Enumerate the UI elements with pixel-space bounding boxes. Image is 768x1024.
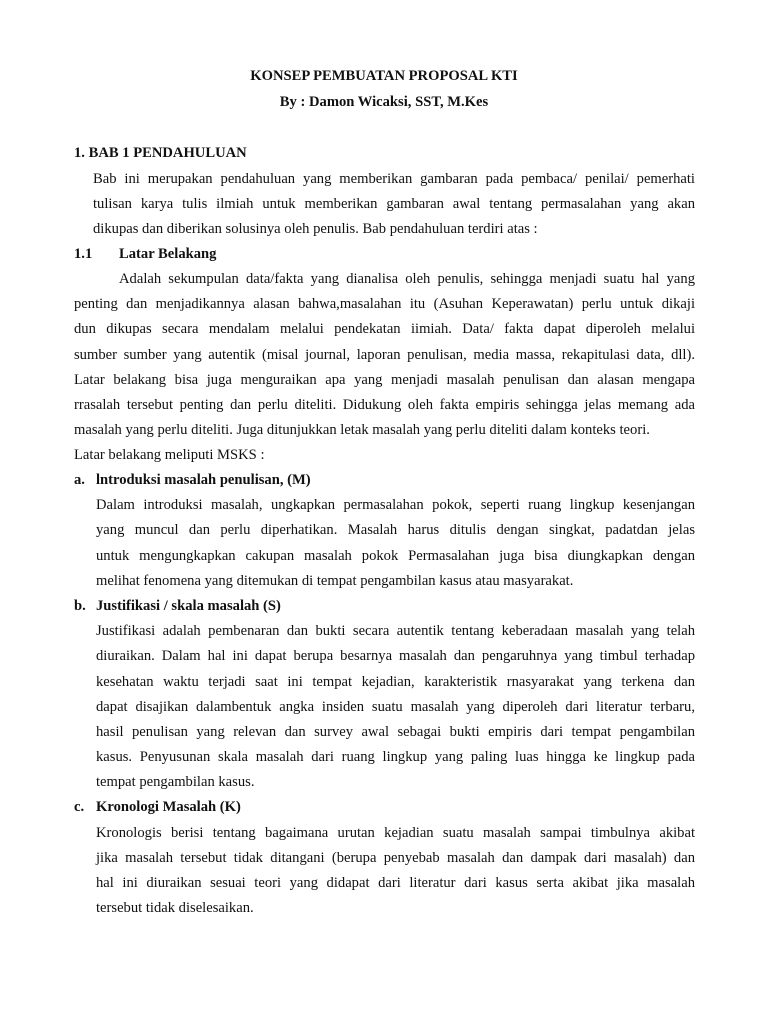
list-item-line: hasil penulisan yang relevan dan survey awal sebagai bukti empiris dari tempat pengambilan (96, 724, 695, 740)
list-item-line: dapat disajikan dalambentuk angka insiden suatu masalah yang diperoleh dari literatur terbaru, (96, 699, 695, 715)
list-marker: b. (74, 598, 86, 614)
list-item-line: Justifikasi adalah pembenaran dan bukti secara autentik tentang keberadaan masalah yang telah (96, 623, 695, 639)
list-item-line: melihat fenomena yang ditemukan di tempat pengambilan kasus atau masyarakat. (96, 573, 574, 589)
list-item-heading: Kronologi Masalah (K) (96, 799, 241, 815)
list-item-line: Dalam introduksi masalah, ungkapkan permasalahan pokok, seperti ruang lingkup kesenjangan (96, 497, 695, 513)
list-item-line: kasus. Penyusunan skala masalah dari ruang lingkup yang paling luas hingga ke lingkup pada (96, 749, 695, 765)
list-item-line: untuk mengungkapkan cakupan masalah pokok Permasalahan juga bisa diungkapkan dengan (96, 548, 695, 564)
section-paragraph-line: sumber sumber yang autentik (misal journal, laporan penulisan, media massa, rekapitulasi data, dll). (74, 347, 695, 363)
chapter-intro-line: dikupas dan diberikan solusinya oleh penulis. Bab pendahuluan terdiri atas : (93, 221, 538, 237)
section-paragraph-line: dun dikupas secara mendalam melalui pendekatan iimiah. Data/ fakta dapat diperoleh melalui (74, 321, 695, 337)
list-item-line: kesehatan waktu terjadi saat ini tempat kejadian, karakteristik rnasyarakat yang terkena dan (96, 674, 695, 690)
section-paragraph-line: masalah yang perlu diteliti. Juga ditunjukkan letak masalah yang perlu diteliti dalam konteks teori. (74, 422, 650, 438)
section-paragraph-line: penting dan menjadikannya alasan bahwa,masalahan itu (Asuhan Keperawatan) perlu untuk dikaji (74, 296, 695, 312)
list-item-heading: lntroduksi masalah penulisan, (M) (96, 472, 311, 488)
section-paragraph-line: Adalah sekumpulan data/fakta yang dianalisa oleh penulis, sehingga menjadi suatu hal yang (119, 271, 695, 287)
list-item-line: tempat pengambilan kasus. (96, 774, 255, 790)
section-paragraph-line: rrasalah tersebut penting dan perlu diteliti. Didukung oleh fakta empiris sehingga jelas memang ada (74, 397, 695, 413)
section-paragraph-line: Latar belakang meliputi MSKS : (74, 447, 265, 463)
section-number: 1.1 (74, 246, 93, 262)
section-heading: Latar Belakang (119, 246, 217, 262)
list-item-line: hal ini diuraikan sesuai teori yang didapat dari literatur dari kasus serta akibat jika masalah (96, 875, 695, 891)
list-item-heading: Justifikasi / skala masalah (S) (96, 598, 281, 614)
chapter-heading: 1. BAB 1 PENDAHULUAN (74, 145, 247, 161)
list-marker: c. (74, 799, 85, 815)
section-paragraph-line: Latar belakang bisa juga menguraikan apa yang menjadi masalah penulisan dan alasan mengapa (74, 372, 695, 388)
list-item-line: diuraikan. Dalam hal ini dapat berupa besarnya masalah dan pengaruhnya yang timbul terhadap (96, 648, 695, 664)
list-item-line: jika masalah tersebut tidak ditangani (berupa penyebab masalah dan dampak dari masalah) dan (96, 850, 695, 866)
list-item-line: Kronologis berisi tentang bagaimana urutan kejadian suatu masalah sampai timbulnya akibat (96, 825, 695, 841)
document-author: By : Damon Wicaksi, SST, M.Kes (279, 94, 489, 110)
list-item-line: yang muncul dan perlu diperhatikan. Masalah harus ditulis dengan singkat, padatdan jelas (96, 522, 695, 538)
chapter-intro-line: Bab ini merupakan pendahuluan yang memberikan gambaran pada pembaca/ penilai/ pemerhati (93, 171, 695, 187)
document-title: KONSEP PEMBUATAN PROPOSAL KTI (250, 68, 518, 84)
list-item-line: tersebut tidak diselesaikan. (96, 900, 254, 916)
chapter-intro-line: tulisan karya tulis ilmiah untuk memberikan gambaran awal tentang permasalahan yang akan (93, 196, 695, 212)
list-marker: a. (74, 472, 85, 488)
